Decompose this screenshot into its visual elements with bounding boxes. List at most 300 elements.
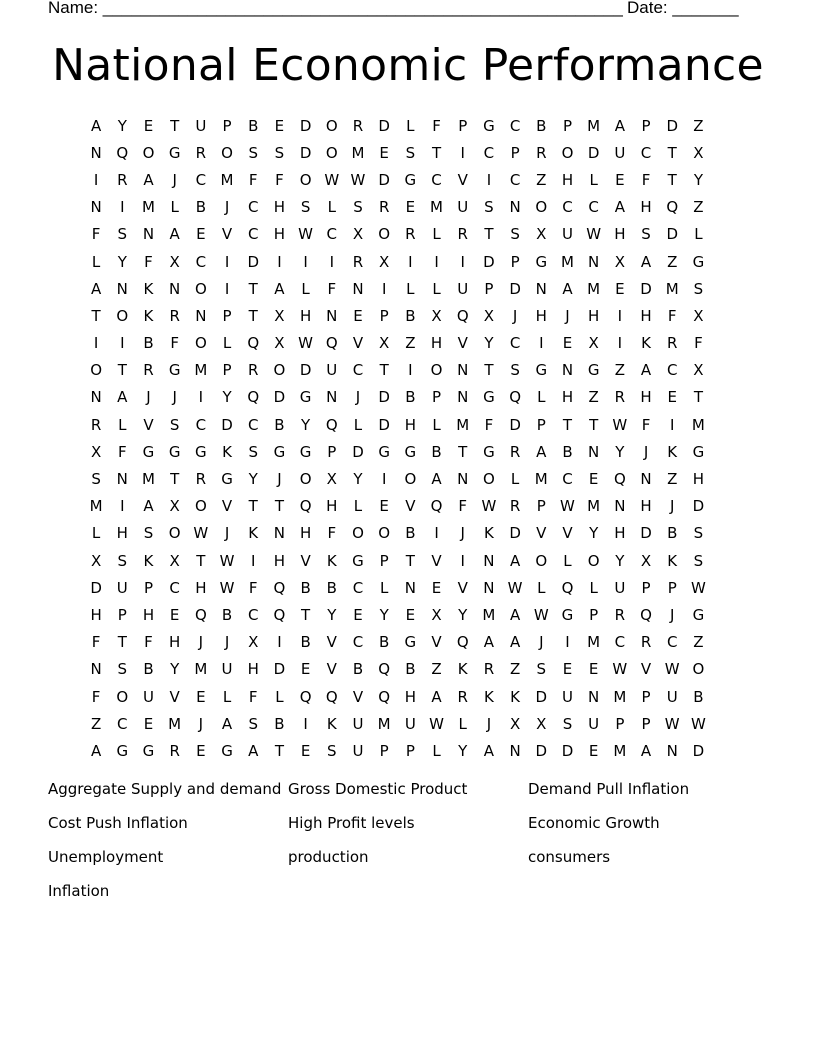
grid-letter: A [221, 714, 233, 733]
grid-letter: G [142, 741, 155, 760]
grid-letter: C [640, 143, 652, 162]
grid-letter: V [457, 170, 468, 189]
grid-letter: E [379, 143, 389, 162]
grid-letter: Q [325, 687, 338, 706]
grid-letter: D [378, 116, 390, 135]
grid-letter: P [379, 306, 389, 325]
grid-letter: T [589, 415, 599, 434]
grid-letter: F [641, 170, 651, 189]
grid-letter: G [116, 741, 129, 760]
grid-letter: A [509, 633, 521, 652]
grid-letter: B [562, 442, 573, 461]
word-list-item: consumers [528, 848, 611, 866]
grid-letter: I [460, 143, 465, 162]
grid-letter: O [168, 524, 181, 543]
grid-letter: E [274, 116, 285, 135]
grid-letter: A [90, 279, 102, 298]
grid-letter: B [274, 415, 285, 434]
grid-letter: H [404, 415, 416, 434]
grid-letter: F [91, 687, 101, 706]
grid-letter: T [667, 170, 677, 189]
grid-letter: E [405, 605, 416, 624]
grid-letter: L [222, 334, 232, 353]
grid-letter: B [693, 687, 704, 706]
grid-letter: Z [693, 633, 704, 652]
grid-letter: L [379, 578, 389, 597]
grid-letter: Y [693, 170, 703, 189]
grid-letter: S [693, 279, 704, 298]
grid-letter: V [562, 524, 573, 543]
grid-letter: R [195, 470, 207, 489]
grid-letter: D [378, 388, 390, 407]
grid-letter: R [143, 361, 154, 380]
grid-letter: Y [248, 470, 258, 489]
grid-letter: D [299, 143, 312, 162]
grid-row [83, 302, 739, 329]
grid-letter: J [277, 470, 282, 489]
grid-letter: F [117, 442, 127, 461]
word-list-item: High Profit levels [288, 814, 415, 832]
grid-letter: T [117, 633, 127, 652]
grid-letter: M [456, 415, 470, 434]
grid-row [83, 330, 739, 357]
grid-letter: M [482, 605, 496, 624]
grid-letter: K [483, 524, 494, 543]
grid-letter: H [273, 198, 286, 217]
grid-letter: J [224, 524, 230, 543]
grid-letter: P [327, 442, 337, 461]
grid-letter: O [325, 143, 338, 162]
grid-letter: C [509, 170, 521, 189]
grid-letter: N [142, 225, 155, 244]
grid-letter: I [565, 633, 570, 652]
grid-letter: Y [117, 252, 127, 271]
grid-letter: W [298, 334, 314, 353]
grid-letter: D [587, 143, 600, 162]
grid-letter: S [143, 524, 154, 543]
grid-letter: Q [640, 605, 652, 624]
grid-letter: P [484, 279, 494, 298]
grid-letter: R [169, 306, 180, 325]
grid-letter: T [117, 361, 127, 380]
grid-letter: K [143, 551, 154, 570]
grid-letter: S [641, 225, 651, 244]
grid-letter: P [667, 578, 677, 597]
grid-letter: Z [667, 470, 678, 489]
grid-letter: E [143, 714, 154, 733]
grid-letter: D [273, 388, 286, 407]
grid-letter: L [118, 415, 127, 434]
grid-letter: L [170, 198, 179, 217]
grid-letter: S [510, 225, 520, 244]
grid-letter: R [614, 605, 626, 624]
grid-letter: A [274, 279, 285, 298]
grid-letter: O [692, 660, 705, 679]
grid-letter: Q [378, 687, 391, 706]
grid-letter: P [562, 116, 572, 135]
grid-letter: Q [378, 660, 391, 679]
grid-letter: I [381, 470, 387, 489]
grid-letter: A [483, 741, 495, 760]
grid-letter: W [324, 170, 340, 189]
grid-letter: X [431, 306, 442, 325]
grid-letter: X [431, 605, 442, 624]
grid-letter: G [483, 442, 495, 461]
grid-letter: O [194, 279, 207, 298]
grid-letter: X [379, 334, 390, 353]
grid-letter: Q [325, 334, 338, 353]
word-list [48, 779, 768, 915]
word-list-item: Cost Push Inflation [48, 814, 188, 832]
grid-letter: J [355, 388, 361, 407]
grid-letter: X [90, 442, 102, 461]
grid-letter: Y [458, 605, 468, 624]
grid-letter: I [381, 279, 387, 298]
grid-letter: X [693, 306, 704, 325]
grid-letter: E [615, 170, 625, 189]
grid-letter: U [195, 116, 207, 135]
grid-letter: R [195, 143, 207, 162]
grid-row [83, 710, 739, 737]
grid-letter: G [299, 442, 312, 461]
grid-letter: X [248, 633, 259, 652]
grid-letter: P [143, 578, 153, 597]
grid-letter: K [641, 334, 651, 353]
grid-letter: V [640, 660, 652, 679]
grid-letter: M [560, 252, 574, 271]
grid-letter: C [666, 361, 678, 380]
grid-letter: B [195, 198, 206, 217]
grid-letter: H [561, 388, 574, 407]
grid-row [83, 465, 739, 492]
grid-letter: O [194, 497, 207, 516]
grid-letter: J [224, 633, 230, 652]
grid-letter: U [457, 279, 469, 298]
grid-letter: H [299, 524, 312, 543]
grid-letter: I [460, 551, 465, 570]
grid-letter: T [91, 306, 101, 325]
grid-letter: N [90, 388, 102, 407]
grid-letter: W [612, 415, 628, 434]
grid-letter: E [562, 334, 573, 353]
grid-letter: Y [327, 605, 337, 624]
grid-letter: M [194, 660, 208, 679]
grid-letter: B [326, 578, 337, 597]
grid-letter: W [533, 605, 549, 624]
grid-letter: F [91, 225, 101, 244]
grid-letter: G [221, 470, 233, 489]
grid-letter: K [483, 687, 494, 706]
grid-letter: R [378, 198, 390, 217]
grid-letter: K [510, 687, 521, 706]
grid-letter: Y [353, 470, 363, 489]
grid-row [83, 656, 739, 683]
grid-letter: V [352, 687, 364, 706]
grid-letter: U [142, 687, 154, 706]
grid-letter: T [170, 116, 180, 135]
grid-letter: W [664, 660, 680, 679]
grid-letter: D [509, 415, 521, 434]
grid-letter: D [666, 116, 678, 135]
grid-letter: V [221, 225, 233, 244]
grid-letter: Q [456, 633, 469, 652]
grid-letter: L [406, 279, 415, 298]
grid-letter: Y [379, 605, 389, 624]
grid-letter: J [146, 388, 151, 407]
grid-letter: O [90, 361, 102, 380]
grid-letter: C [483, 143, 495, 162]
grid-letter: B [405, 306, 416, 325]
grid-letter: G [142, 442, 155, 461]
grid-letter: P [379, 741, 389, 760]
grid-letter: U [561, 687, 573, 706]
grid-letter: J [512, 306, 518, 325]
grid-letter: W [507, 578, 523, 597]
grid-letter: G [404, 633, 417, 652]
grid-letter: C [117, 714, 128, 733]
grid-letter: F [144, 252, 153, 271]
grid-letter: Y [615, 551, 625, 570]
grid-letter: N [588, 252, 600, 271]
grid-letter: W [350, 170, 366, 189]
grid-letter: D [378, 170, 390, 189]
grid-letter: E [300, 660, 311, 679]
grid-letter: O [378, 225, 391, 244]
grid-letter: F [327, 524, 337, 543]
grid-letter: A [536, 442, 547, 461]
grid-letter: O [404, 470, 417, 489]
grid-row [83, 438, 739, 465]
grid-letter: U [588, 714, 600, 733]
grid-letter: X [326, 470, 337, 489]
grid-letter: V [300, 551, 311, 570]
grid-letter: H [195, 578, 207, 597]
grid-letter: S [91, 470, 101, 489]
grid-letter: G [378, 442, 390, 461]
grid-letter: T [248, 279, 258, 298]
grid-letter: C [431, 170, 442, 189]
grid-letter: S [536, 660, 547, 679]
grid-letter: H [640, 497, 652, 516]
grid-letter: J [198, 633, 204, 652]
grid-letter: M [587, 497, 601, 516]
grid-letter: M [613, 741, 627, 760]
grid-letter: Z [693, 198, 704, 217]
grid-letter: X [536, 714, 547, 733]
grid-letter: A [90, 741, 102, 760]
word-list-item: Unemployment [48, 848, 164, 866]
grid-letter: I [434, 524, 439, 543]
grid-letter: C [352, 361, 364, 380]
grid-letter: I [329, 252, 334, 271]
grid-letter: C [509, 334, 521, 353]
grid-letter: S [169, 415, 180, 434]
grid-letter: W [429, 714, 444, 733]
grid-letter: D [352, 442, 364, 461]
grid-letter: N [195, 306, 207, 325]
grid-letter: B [143, 334, 154, 353]
grid-letter: P [589, 605, 599, 624]
grid-letter: H [430, 334, 443, 353]
grid-letter: N [588, 687, 600, 706]
grid-letter: F [170, 334, 179, 353]
grid-letter: V [536, 524, 547, 543]
grid-letter: M [613, 687, 627, 706]
grid-letter: G [168, 361, 181, 380]
grid-letter: G [692, 252, 705, 271]
date-line: Date: _______ [627, 0, 739, 17]
grid-letter: X [379, 252, 390, 271]
grid-letter: H [273, 551, 286, 570]
grid-letter: E [667, 388, 677, 407]
grid-letter: L [353, 497, 363, 516]
grid-letter: N [483, 578, 495, 597]
grid-letter: I [460, 252, 465, 271]
grid-letter: V [352, 334, 364, 353]
grid-letter: S [274, 143, 285, 162]
grid-letter: S [693, 524, 704, 543]
grid-letter: A [640, 252, 652, 271]
grid-letter: I [617, 334, 623, 353]
grid-letter: O [535, 551, 548, 570]
grid-letter: D [247, 252, 259, 271]
grid-letter: I [198, 388, 204, 407]
grid-letter: U [326, 361, 338, 380]
grid-letter: W [664, 714, 680, 733]
grid-letter: T [405, 551, 415, 570]
grid-letter: G [168, 143, 181, 162]
grid-letter: I [486, 170, 492, 189]
grid-letter: A [614, 116, 625, 135]
grid-letter: R [90, 415, 102, 434]
grid-letter: Y [117, 116, 127, 135]
grid-letter: V [326, 633, 337, 652]
grid-letter: N [561, 361, 574, 380]
grid-letter: N [457, 361, 469, 380]
grid-letter: D [692, 741, 705, 760]
grid-letter: L [91, 524, 101, 543]
grid-letter: P [405, 741, 415, 760]
grid-letter: C [247, 605, 259, 624]
grid-letter: L [432, 279, 441, 298]
grid-letter: L [432, 225, 441, 244]
grid-letter: T [431, 143, 442, 162]
grid-letter: U [561, 225, 573, 244]
grid-letter: G [483, 116, 495, 135]
grid-letter: T [458, 442, 468, 461]
grid-letter: Y [222, 388, 232, 407]
grid-letter: D [640, 279, 652, 298]
grid-letter: G [273, 442, 286, 461]
grid-letter: S [117, 225, 128, 244]
grid-letter: I [408, 252, 413, 271]
grid-letter: O [142, 143, 155, 162]
grid-letter: W [193, 524, 209, 543]
grid-letter: P [510, 143, 520, 162]
grid-letter: O [221, 143, 233, 162]
grid-letter: S [248, 143, 258, 162]
grid-letter: Q [325, 415, 338, 434]
grid-row [83, 112, 739, 139]
grid-letter: I [617, 306, 623, 325]
grid-letter: L [537, 388, 546, 407]
grid-letter: G [535, 361, 548, 380]
grid-letter: J [460, 524, 465, 543]
grid-letter: C [562, 198, 573, 217]
grid-letter: Q [561, 578, 574, 597]
grid-letter: H [247, 660, 259, 679]
grid-letter: T [248, 497, 258, 516]
grid-letter: L [432, 415, 441, 434]
grid-letter: Q [509, 388, 521, 407]
grid-letter: T [379, 361, 389, 380]
grid-letter: C [352, 633, 364, 652]
grid-letter: W [219, 578, 235, 597]
grid-letter: O [194, 334, 207, 353]
grid-letter: K [143, 279, 154, 298]
grid-letter: P [641, 687, 651, 706]
grid-letter: E [196, 225, 206, 244]
grid-row [83, 221, 739, 248]
grid-letter: O [299, 170, 312, 189]
grid-letter: R [614, 388, 626, 407]
grid-letter: P [536, 497, 546, 516]
word-list-item: Inflation [48, 882, 110, 900]
grid-letter: F [327, 279, 337, 298]
grid-letter: R [536, 143, 547, 162]
grid-letter: I [277, 252, 282, 271]
grid-letter: C [195, 170, 207, 189]
grid-letter: O [299, 470, 312, 489]
grid-letter: Y [301, 415, 311, 434]
grid-letter: X [509, 714, 521, 733]
grid-letter: N [352, 279, 364, 298]
grid-letter: D [692, 497, 705, 516]
grid-letter: E [562, 660, 573, 679]
grid-letter: I [93, 170, 99, 189]
word-list-item: Aggregate Supply and demand [48, 780, 282, 798]
grid-letter: C [247, 415, 259, 434]
grid-letter: M [220, 170, 234, 189]
grid-letter: L [91, 252, 101, 271]
grid-letter: F [694, 334, 703, 353]
grid-letter: F [91, 633, 101, 652]
grid-letter: A [169, 225, 180, 244]
grid-letter: L [458, 714, 467, 733]
grid-letter: F [275, 170, 284, 189]
grid-letter: M [587, 279, 601, 298]
grid-letter: L [694, 225, 703, 244]
grid-letter: S [248, 714, 258, 733]
grid-letter: D [666, 225, 678, 244]
grid-letter: Y [458, 741, 468, 760]
grid-letter: A [509, 551, 521, 570]
grid-letter: F [248, 687, 258, 706]
grid-letter: X [693, 361, 704, 380]
grid-letter: E [405, 198, 416, 217]
grid-letter: U [666, 687, 678, 706]
grid-letter: H [692, 470, 705, 489]
grid-letter: O [430, 361, 443, 380]
grid-letter: Y [170, 660, 180, 679]
grid-letter: U [404, 714, 416, 733]
grid-letter: C [195, 415, 207, 434]
grid-row [83, 574, 739, 601]
grid-letter: H [640, 198, 652, 217]
grid-letter: O [325, 116, 338, 135]
grid-letter: A [562, 279, 573, 298]
grid-letter: U [221, 660, 233, 679]
